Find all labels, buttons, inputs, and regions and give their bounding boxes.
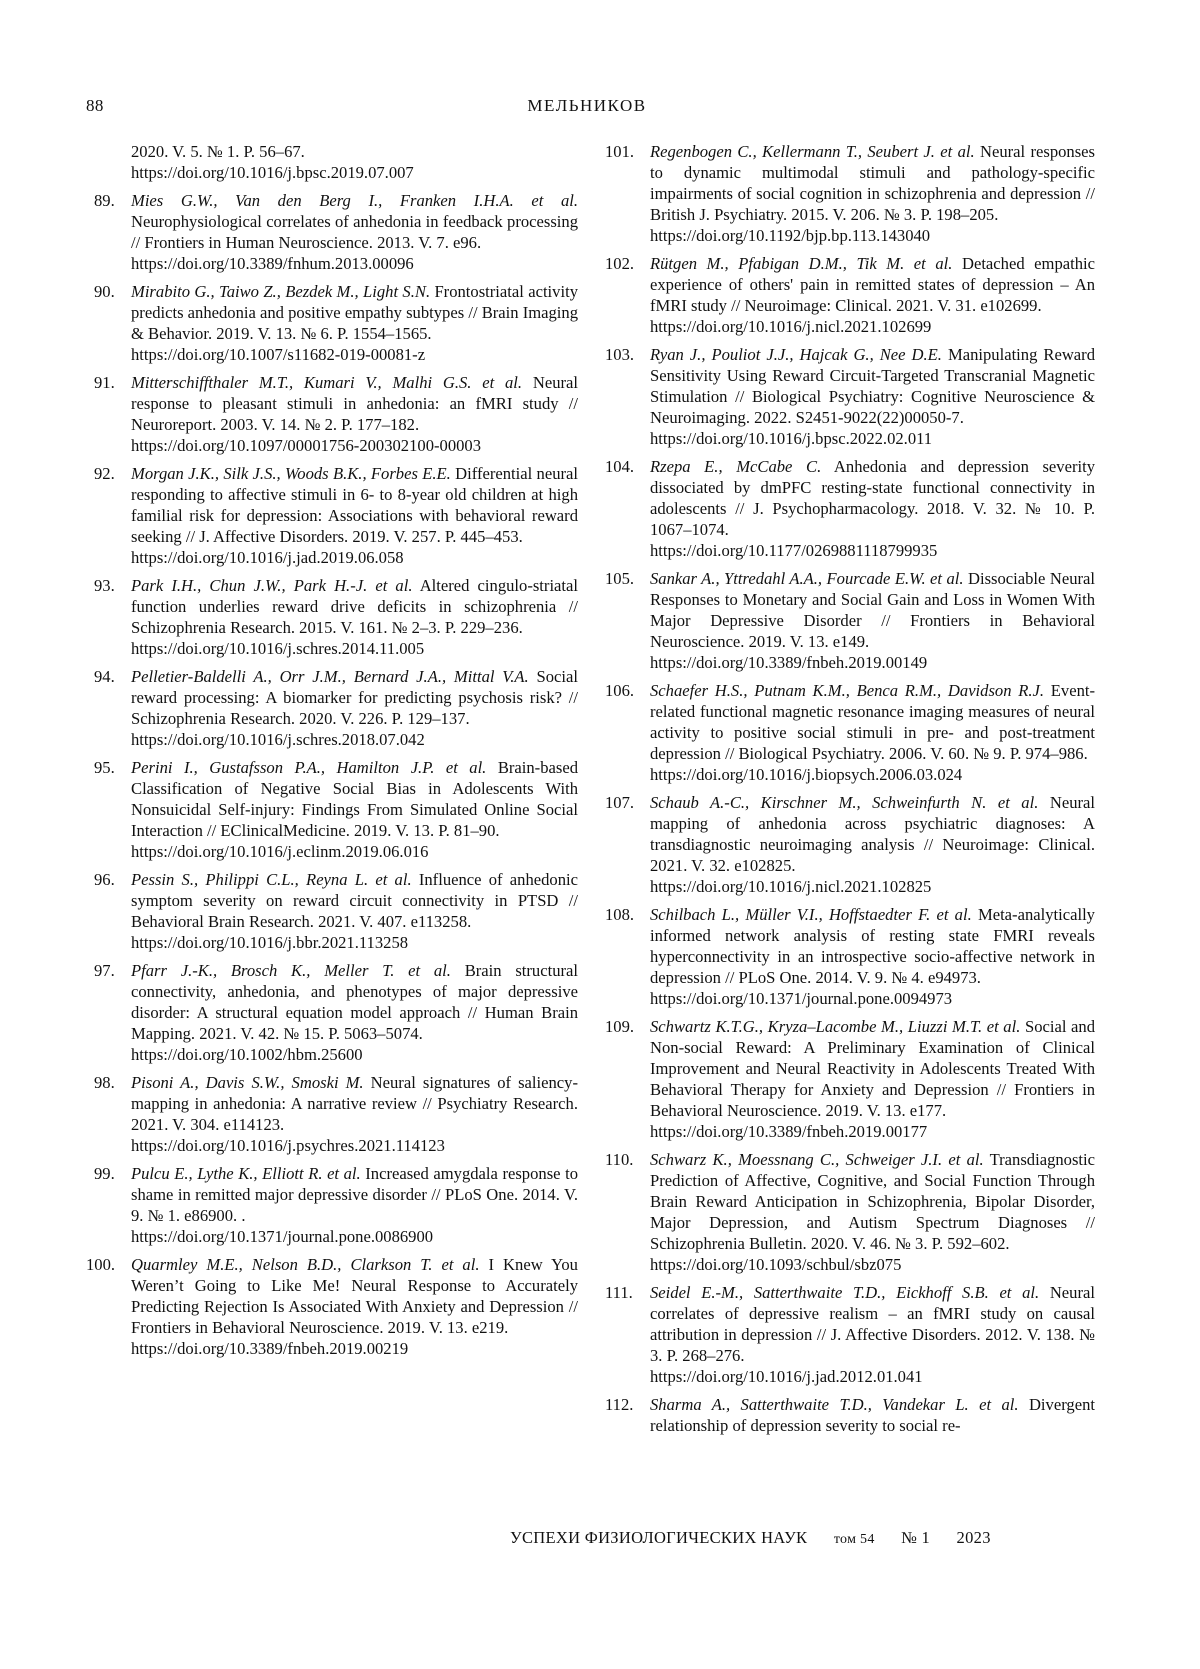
reference-doi[interactable]: https://doi.org/10.1016/j.eclinm.2019.06.016 [131, 841, 578, 862]
issue-label: № 1 [901, 1528, 930, 1547]
reference-text: Divergent relationship of depression severity to social re- [650, 1395, 1095, 1435]
reference-item [605, 344, 1095, 449]
reference-authors: Rzepa E., McCabe C. [650, 457, 821, 476]
reference-authors: Schilbach L., Müller V.I., Hoffstaedter F. et al. [650, 905, 972, 924]
reference-authors: Sharma A., Satterthwaite T.D., Vandekar L. et al. [650, 1395, 1019, 1414]
reference-item [86, 960, 578, 1065]
reference-doi[interactable]: https://doi.org/10.1016/j.biopsych.2006.03.024 [650, 764, 1095, 785]
reference-number: 92. [94, 463, 115, 484]
reference-doi[interactable]: https://doi.org/10.1016/j.bpsc.2019.07.007 [131, 163, 414, 182]
reference-text: Manipulating Reward Sensitivity Using Reward Circuit-Targeted Transcranial Magnetic Stimulation // Biological Psychiatry: Cognitive Neuroscience & Neuroimaging. 2022. S2451-9022(22)00050-7. [650, 345, 1095, 427]
reference-text: Neural correlates of depressive realism – an fMRI study on causal attribution in depression // J. Affective Disorders. 2012. V. 138. № 3. P. 268–276. [650, 1283, 1095, 1365]
reference-text: Neural responses to dynamic multimodal stimuli and pathology-specific impairments of social cognition in schizophrenia and depression // British J. Psychiatry. 2015. V. 206. № 3. P. 198–205. [650, 142, 1095, 224]
reference-authors: Pfarr J.-K., Brosch K., Meller T. et al. [131, 961, 451, 980]
reference-number: 106. [605, 680, 634, 701]
reference-number: 107. [605, 792, 634, 813]
reference-number: 100. [86, 1254, 115, 1275]
reference-doi[interactable]: https://doi.org/10.1016/j.bpsc.2022.02.011 [650, 428, 1095, 449]
reference-item [86, 757, 578, 862]
reference-number: 90. [94, 281, 115, 302]
reference-text: Detached empathic experience of others' pain in remitted states of depression – An fMRI study // Neuroimage: Clinical. 2021. V. 31. e102699. [650, 254, 1095, 315]
reference-number: 97. [94, 960, 115, 981]
reference-number: 93. [94, 575, 115, 596]
reference-item [86, 1072, 578, 1156]
reference-doi[interactable]: https://doi.org/10.1016/j.nicl.2021.102825 [650, 876, 1095, 897]
reference-item [605, 456, 1095, 561]
reference-number: 91. [94, 372, 115, 393]
reference-text: Social reward processing: A biomarker for predicting psychosis risk? // Schizophrenia Research. 2020. V. 226. P. 129–137. [131, 667, 578, 728]
reference-doi[interactable]: https://doi.org/10.1097/00001756-200302100-00003 [131, 435, 578, 456]
reference-item [605, 1394, 1095, 1436]
year-label: 2023 [957, 1528, 991, 1547]
reference-item [86, 666, 578, 750]
reference-text: Differential neural responding to affective stimuli in 6- to 8-year old children at high familial risk for depression: Associations with behavioral reward seeking // J. Affective Disorders. 2019. V. 257. P. 445–453. [131, 464, 578, 546]
reference-authors: Pelletier-Baldelli A., Orr J.M., Bernard J.A., Mittal V.A. [131, 667, 529, 686]
reference-text: Altered cingulo-striatal function underlies reward drive deficits in schizophrenia // Schizophrenia Research. 2015. V. 161. № 2–3. P. 229–236. [131, 576, 578, 637]
reference-number: 98. [94, 1072, 115, 1093]
reference-number: 109. [605, 1016, 634, 1037]
reference-authors: Mies G.W., Van den Berg I., Franken I.H.A. et al. [131, 191, 578, 210]
running-author: МЕЛЬНИКОВ [86, 96, 1088, 116]
reference-authors: Mirabito G., Taiwo Z., Bezdek M., Light S.N. [131, 282, 430, 301]
reference-text: Brain structural connectivity, anhedonia, and phenotypes of major depressive disorder: A structural equation model approach // Human Brain Mapping. 2021. V. 42. № 15. P. 5063–5074. [131, 961, 578, 1043]
reference-item [86, 372, 578, 456]
reference-item [86, 1254, 578, 1359]
reference-doi[interactable]: https://doi.org/10.1016/j.nicl.2021.102699 [650, 316, 1095, 337]
reference-item [86, 190, 578, 274]
reference-authors: Mitterschiffthaler M.T., Kumari V., Malhi G.S. et al. [131, 373, 522, 392]
reference-authors: Regenbogen C., Kellermann T., Seubert J. et al. [650, 142, 975, 161]
reference-authors: Schaefer H.S., Putnam K.M., Benca R.M., Davidson R.J. [650, 681, 1044, 700]
reference-authors: Park I.H., Chun J.W., Park H.-J. et al. [131, 576, 412, 595]
reference-authors: Morgan J.K., Silk J.S., Woods B.K., Forbes E.E. [131, 464, 451, 483]
reference-number: 108. [605, 904, 634, 925]
reference-authors: Pulcu E., Lythe K., Elliott R. et al. [131, 1164, 361, 1183]
reference-number: 104. [605, 456, 634, 477]
reference-text: 2020. V. 5. № 1. P. 56–67. [131, 142, 305, 161]
reference-doi[interactable]: https://doi.org/10.1093/schbul/sbz075 [650, 1254, 1095, 1275]
reference-text: Brain-based Classification of Negative Social Bias in Adolescents With Nonsuicidal Self-injury: Findings From Simulated Online Social Interaction // EClinicalMedicine. 2019. V. 13. P. 81–90. [131, 758, 578, 840]
reference-doi[interactable]: https://doi.org/10.3389/fnbeh.2019.00219 [131, 1338, 578, 1359]
reference-item [605, 792, 1095, 897]
volume-label: том 54 [834, 1532, 875, 1547]
reference-number: 111. [605, 1282, 633, 1303]
reference-number: 101. [605, 141, 634, 162]
reference-text: Influence of anhedonic symptom severity on reward circuit connectivity in PTSD // Behavioral Brain Research. 2021. V. 407. e113258. [131, 870, 578, 931]
reference-number: 95. [94, 757, 115, 778]
reference-authors: Rütgen M., Pfabigan D.M., Tik M. et al. [650, 254, 952, 273]
reference-number: 89. [94, 190, 115, 211]
reference-number: 112. [605, 1394, 633, 1415]
reference-authors: Schaub A.-C., Kirschner M., Schweinfurth N. et al. [650, 793, 1038, 812]
reference-text: Neurophysiological correlates of anhedonia in feedback processing // Frontiers in Human Neuroscience. 2013. V. 7. e96. [131, 212, 578, 252]
reference-text: Transdiagnostic Prediction of Affective, Cognitive, and Social Function Through Brain Reward Anticipation in Schizophrenia, Bipolar Disorder, Major Depression, and Autism Spectrum Diagnoses // Schizophrenia Bulletin. 2020. V. 46. № 3. P. 592–602. [650, 1150, 1095, 1253]
reference-authors: Schwartz K.T.G., Kryza–Lacombe M., Liuzzi M.T. et al. [650, 1017, 1020, 1036]
reference-doi[interactable]: https://doi.org/10.1016/j.jad.2012.01.041 [650, 1366, 1095, 1387]
reference-text: Dissociable Neural Responses to Monetary and Social Gain and Loss in Women With Major Depressive Disorder // Frontiers in Behavioral Neuroscience. 2019. V. 13. e149. [650, 569, 1095, 651]
reference-text: Meta-analytically informed network analysis of resting state FMRI reveals hyperconnectivity in an introspective socio-affective network in depression // PLoS One. 2014. V. 9. № 4. e94973. [650, 905, 1095, 987]
reference-doi[interactable]: https://doi.org/10.1371/journal.pone.0094973 [650, 988, 1095, 1009]
reference-authors: Sankar A., Yttredahl A.A., Fourcade E.W. et al. [650, 569, 964, 588]
reference-doi[interactable]: https://doi.org/10.1007/s11682-019-00081-z [131, 344, 578, 365]
reference-text: Event-related functional magnetic resonance imaging measures of neural activity to positive social stimuli in pre- and post-treatment depression // Biological Psychiatry. 2006. V. 60. № 9. P. 974–986. [650, 681, 1095, 763]
reference-item [605, 904, 1095, 1009]
reference-item [86, 575, 578, 659]
reference-item [605, 680, 1095, 785]
reference-item [86, 1163, 578, 1247]
reference-doi[interactable]: https://doi.org/10.1177/0269881118799935 [650, 540, 1095, 561]
reference-authors: Seidel E.-M., Satterthwaite T.D., Eickhoff S.B. et al. [650, 1283, 1039, 1302]
reference-text: I Knew You Weren’t Going to Like Me! Neural Response to Accurately Predicting Rejection Is Associated With Anxiety and Depression // Frontiers in Behavioral Neuroscience. 2019. V. 13. e219. [131, 1255, 578, 1337]
reference-item [605, 1016, 1095, 1142]
reference-text: Frontostriatal activity predicts anhedonia and positive empathy subtypes // Brain Imaging & Behavior. 2019. V. 13. № 6. P. 1554–1565. [131, 282, 578, 343]
reference-doi[interactable]: https://doi.org/10.3389/fnhum.2013.00096 [131, 253, 578, 274]
reference-number: 94. [94, 666, 115, 687]
reference-doi[interactable]: https://doi.org/10.1371/journal.pone.0086900 [131, 1226, 578, 1247]
reference-number: 102. [605, 253, 634, 274]
reference-text: Neural response to pleasant stimuli in anhedonia: an fMRI study // Neuroreport. 2003. V. 14. № 2. P. 177–182. [131, 373, 578, 434]
left-column [86, 141, 578, 1366]
reference-authors: Quarmley M.E., Nelson B.D., Clarkson T. et al. [131, 1255, 480, 1274]
reference-item [86, 463, 578, 568]
right-column [605, 141, 1095, 1443]
reference-authors: Pessin S., Philippi C.L., Reyna L. et al. [131, 870, 412, 889]
reference-doi[interactable]: https://doi.org/10.3389/fnbeh.2019.00149 [650, 652, 1095, 673]
reference-item [605, 1282, 1095, 1387]
reference-authors: Ryan J., Pouliot J.J., Hajcak G., Nee D.E. [650, 345, 942, 364]
reference-authors: Schwarz K., Moessnang C., Schweiger J.I. et al. [650, 1150, 984, 1169]
reference-doi[interactable]: https://doi.org/10.1016/j.jad.2019.06.058 [131, 547, 578, 568]
reference-text: Neural mapping of anhedonia across psychiatric diagnoses: A transdiagnostic neuroimaging analysis // Neuroimage: Clinical. 2021. V. 32. e102825. [650, 793, 1095, 875]
page-header [86, 96, 1088, 120]
reference-authors: Perini I., Gustafsson P.A., Hamilton J.P. et al. [131, 758, 486, 777]
reference-text: Anhedonia and depression severity dissociated by dmPFC resting-state functional connectivity in adolescents // J. Psychopharmacology. 2018. V. 32. № 10. P. 1067–1074. [650, 457, 1095, 539]
reference-doi[interactable]: https://doi.org/10.1016/j.schres.2014.11.005 [131, 638, 578, 659]
reference-doi[interactable]: https://doi.org/10.1016/j.psychres.2021.114123 [131, 1135, 578, 1156]
reference-text: Social and Non-social Reward: A Preliminary Examination of Clinical Improvement and Neural Reactivity in Adolescents Treated With Behavioral Therapy for Anxiety and Depression // Frontiers in Behavioral Neuroscience. 2019. V. 13. e177. [650, 1017, 1095, 1120]
page-number: 88 [86, 96, 104, 116]
reference-item [605, 141, 1095, 246]
reference-doi[interactable]: https://doi.org/10.1192/bjp.bp.113.143040 [650, 225, 1095, 246]
reference-text: Increased amygdala response to shame in remitted major depressive disorder // PLoS One. 2014. V. 9. № 1. e86900. . [131, 1164, 578, 1225]
reference-doi[interactable]: https://doi.org/10.3389/fnbeh.2019.00177 [650, 1121, 1095, 1142]
reference-item [605, 568, 1095, 673]
reference-number: 103. [605, 344, 634, 365]
reference-number: 96. [94, 869, 115, 890]
reference-number: 105. [605, 568, 634, 589]
reference-item [86, 281, 578, 365]
reference-doi[interactable]: https://doi.org/10.1016/j.bbr.2021.113258 [131, 932, 578, 953]
reference-authors: Pisoni A., Davis S.W., Smoski M. [131, 1073, 364, 1092]
continued-reference [86, 141, 578, 183]
reference-doi[interactable]: https://doi.org/10.1002/hbm.25600 [131, 1044, 578, 1065]
reference-number: 110. [605, 1149, 633, 1170]
reference-number: 99. [94, 1163, 115, 1184]
reference-doi[interactable]: https://doi.org/10.1016/j.schres.2018.07.042 [131, 729, 578, 750]
page-footer [510, 1528, 1070, 1548]
reference-item [605, 253, 1095, 337]
journal-name: УСПЕХИ ФИЗИОЛОГИЧЕСКИХ НАУК [510, 1528, 807, 1547]
reference-item [86, 869, 578, 953]
reference-text: Neural signatures of saliency-mapping in anhedonia: A narrative review // Psychiatry Research. 2021. V. 304. e114123. [131, 1073, 578, 1134]
reference-item [605, 1149, 1095, 1275]
